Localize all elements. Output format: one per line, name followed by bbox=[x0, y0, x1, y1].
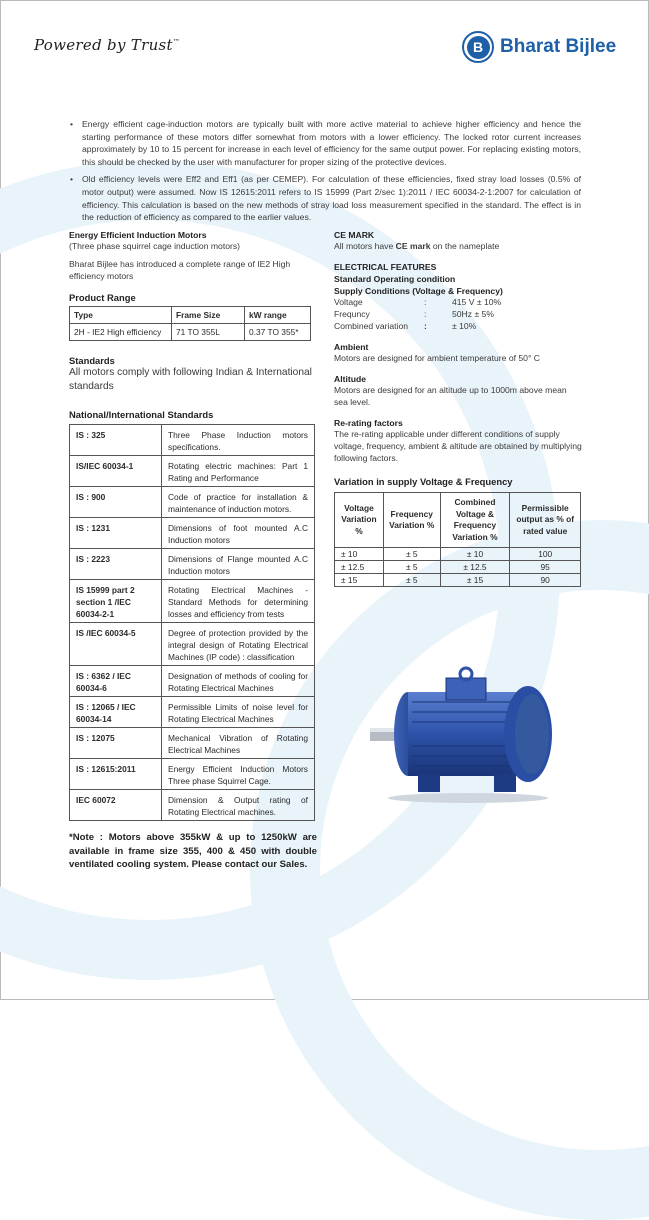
ambient-title: Ambient bbox=[334, 342, 369, 352]
section-subtitle: (Three phase squirrel cage induction motors) bbox=[69, 241, 241, 251]
table-cell: ± 15 bbox=[440, 574, 510, 587]
brand-logo bbox=[462, 31, 616, 63]
product-range-title: Product Range bbox=[69, 292, 136, 303]
standard-code: IS /IEC 60034-5 bbox=[70, 623, 162, 666]
standard-code: IS/IEC 60034-1 bbox=[70, 456, 162, 487]
standard-description: Degree of protection provided by the integral design of Rotating Electrical Machines (IP code) : classification bbox=[162, 623, 315, 666]
standards-text: All motors comply with following Indian & International standards bbox=[69, 367, 312, 392]
standard-code: IS 15999 part 2 section 1 /IEC 60034-2-1 bbox=[70, 580, 162, 623]
table-cell: ± 15 bbox=[335, 574, 384, 587]
table-cell: 95 bbox=[510, 561, 581, 574]
table-row bbox=[70, 790, 315, 821]
header-cell: kW range bbox=[245, 307, 311, 324]
table-cell: 0.37 TO 355* bbox=[245, 324, 311, 341]
table-cell: ± 12.5 bbox=[440, 561, 510, 574]
header-cell: Frame Size bbox=[172, 307, 245, 324]
table-row bbox=[70, 697, 315, 728]
standard-description: Dimension & Output rating of Rotating Electrical machines. bbox=[162, 790, 315, 821]
standard-description: Rotating Electrical Machines - Standard Methods for determining losses and efficiency from tests bbox=[162, 580, 315, 623]
supply-value: ± 10% bbox=[452, 321, 477, 331]
table-header-row bbox=[335, 493, 581, 548]
ce-mark-text bbox=[334, 240, 582, 252]
standard-code: IS : 900 bbox=[70, 487, 162, 518]
table-header-row bbox=[70, 307, 311, 324]
standard-description: Rotating electric machines: Part 1 Rating and Performance bbox=[162, 456, 315, 487]
sales-note: *Note : Motors above 355kW & up to 1250kW are available in frame size 355, 400 & 450 with double ventilated cooling system. Please contact our Sales. bbox=[69, 832, 317, 870]
standard-description: Dimensions of foot mounted A.C Induction motors bbox=[162, 518, 315, 549]
table-row bbox=[70, 580, 315, 623]
supply-sep: : bbox=[424, 309, 427, 319]
supply-label: Voltage bbox=[334, 297, 363, 307]
supply-value: 50Hz ± 5% bbox=[452, 309, 494, 319]
table-cell: ± 12.5 bbox=[335, 561, 384, 574]
table-row bbox=[70, 759, 315, 790]
ce-text-bold: CE mark bbox=[395, 241, 431, 251]
standard-description: Code of practice for installation & maintenance of induction motors. bbox=[162, 487, 315, 518]
header-cell: Voltage Variation % bbox=[335, 493, 384, 548]
table-row bbox=[70, 728, 315, 759]
standard-description: Three Phase Induction motors specifications. bbox=[162, 425, 315, 456]
header-cell: Frequency Variation % bbox=[383, 493, 440, 548]
rerating-title: Re-rating factors bbox=[334, 418, 403, 428]
supply-value: 415 V ± 10% bbox=[452, 297, 502, 307]
table-row bbox=[70, 324, 311, 341]
ambient-text: Motors are designed for ambient temperature of 50° C bbox=[334, 353, 540, 363]
supply-label: Combined variation bbox=[334, 321, 409, 331]
logo-initial: B bbox=[467, 36, 490, 59]
table-cell: 2H - IE2 High efficiency bbox=[70, 324, 172, 341]
standard-code: IS : 1231 bbox=[70, 518, 162, 549]
table-cell: ± 10 bbox=[335, 548, 384, 561]
table-cell: 100 bbox=[510, 548, 581, 561]
left-column bbox=[69, 230, 317, 872]
supply-conditions-list bbox=[334, 296, 501, 332]
right-column bbox=[334, 230, 582, 587]
electrical-features-title: ELECTRICAL FEATURES bbox=[334, 262, 437, 272]
standards-title: Standards bbox=[69, 355, 115, 366]
standard-code: IS : 12615:2011 bbox=[70, 759, 162, 790]
standard-description: Permissible Limits of noise level for Rotating Electrical Machines bbox=[162, 697, 315, 728]
standard-description: Energy Efficient Induction Motors Three phase Squirrel Cage. bbox=[162, 759, 315, 790]
section-title: Energy Efficient Induction Motors bbox=[69, 230, 207, 240]
bullet-item: • Old efficiency levels were Eff2 and Eff1 (as per CEMEP). For calculation of these efficiencies, fixed stray load losses (0.5% of motor output) were assumed. Now IS 12615:2011 refers to IS 15999 (Part 2/sec 1):2011 / IEC 60034-2-1:2007 for calculation of efficiency. This calculation is based on the new methods of stray load loss measurement specified in the standard. The effect is in the reduction of efficiency as compared to the earlier values. bbox=[70, 173, 581, 223]
standard-code: IS : 12075 bbox=[70, 728, 162, 759]
standard-code: IS : 2223 bbox=[70, 549, 162, 580]
tagline bbox=[34, 36, 180, 54]
table-row bbox=[70, 666, 315, 697]
brand-name: Bharat Bijlee bbox=[500, 36, 617, 57]
table-cell: 71 TO 355L bbox=[172, 324, 245, 341]
standard-code: IS : 6362 / IEC 60034-6 bbox=[70, 666, 162, 697]
table-row bbox=[70, 549, 315, 580]
table-cell: ± 5 bbox=[383, 574, 440, 587]
table-row bbox=[70, 623, 315, 666]
motor-image bbox=[368, 666, 560, 804]
supply-row bbox=[334, 296, 501, 308]
national-standards-title: National/International Standards bbox=[69, 409, 214, 420]
ce-mark-title: CE MARK bbox=[334, 230, 375, 240]
table-cell: ± 5 bbox=[383, 561, 440, 574]
intro-bullets bbox=[70, 118, 581, 229]
standard-code: IEC 60072 bbox=[70, 790, 162, 821]
intro-text: Bharat Bijlee has introduced a complete range of IE2 High efficiency motors bbox=[69, 259, 291, 281]
supply-sep: : bbox=[424, 297, 427, 307]
standard-description: Designation of methods of cooling for Rotating Electrical Machines bbox=[162, 666, 315, 697]
table-row bbox=[70, 518, 315, 549]
tagline-text: Powered by Trust bbox=[34, 36, 173, 54]
product-range-table bbox=[69, 306, 311, 341]
operating-condition-title: Standard Operating condition bbox=[334, 274, 456, 284]
table-cell: ± 5 bbox=[383, 548, 440, 561]
table-row bbox=[70, 456, 315, 487]
header-cell: Type bbox=[70, 307, 172, 324]
header-cell: Permissible output as % of rated value bbox=[510, 493, 581, 548]
supply-sep: : bbox=[424, 321, 427, 331]
supply-row bbox=[334, 320, 501, 332]
variation-title: Variation in supply Voltage & Frequency bbox=[334, 476, 513, 487]
table-row bbox=[70, 487, 315, 518]
standard-code: IS : 325 bbox=[70, 425, 162, 456]
variation-table bbox=[334, 492, 581, 587]
table-row bbox=[335, 574, 581, 587]
header-cell: Combined Voltage & Frequency Variation % bbox=[440, 493, 510, 548]
standard-description: Dimensions of Flange mounted A.C Induction motors bbox=[162, 549, 315, 580]
supply-row bbox=[334, 308, 501, 320]
table-row bbox=[335, 548, 581, 561]
table-cell: 90 bbox=[510, 574, 581, 587]
logo-icon bbox=[462, 31, 494, 63]
standards-table bbox=[69, 424, 315, 821]
standard-description: Mechanical Vibration of Rotating Electrical Machines bbox=[162, 728, 315, 759]
supply-label: Frequncy bbox=[334, 309, 370, 319]
bullet-item: • Energy efficient cage-induction motors are typically built with more active material to achieve higher efficiency and hence the starting performance of these motors differ somewhat from motors with a lower efficiency. The locked rotor current increases approximately by 10 to 15 percent for increase in each level of efficiency for the same output power. For replacing existing motors, this should be checked by the user with manufacturer for proper sizing of the protective devices. bbox=[70, 118, 581, 168]
ce-text-part: All motors have bbox=[334, 241, 396, 251]
table-row bbox=[335, 561, 581, 574]
table-row bbox=[70, 425, 315, 456]
table-cell: ± 10 bbox=[440, 548, 510, 561]
trademark-mark: ™ bbox=[172, 38, 181, 46]
supply-conditions-title: Supply Conditions (Voltage & Frequency) bbox=[334, 286, 503, 296]
altitude-title: Altitude bbox=[334, 374, 366, 384]
altitude-text: Motors are designed for an altitude up to 1000m above mean sea level. bbox=[334, 385, 567, 407]
standard-code: IS : 12065 / IEC 60034-14 bbox=[70, 697, 162, 728]
rerating-text: The re-rating applicable under different conditions of supply voltage, frequency, ambient & altitude are obtained by multiplying following factors. bbox=[334, 429, 582, 463]
ce-text-part: on the nameplate bbox=[430, 241, 500, 251]
